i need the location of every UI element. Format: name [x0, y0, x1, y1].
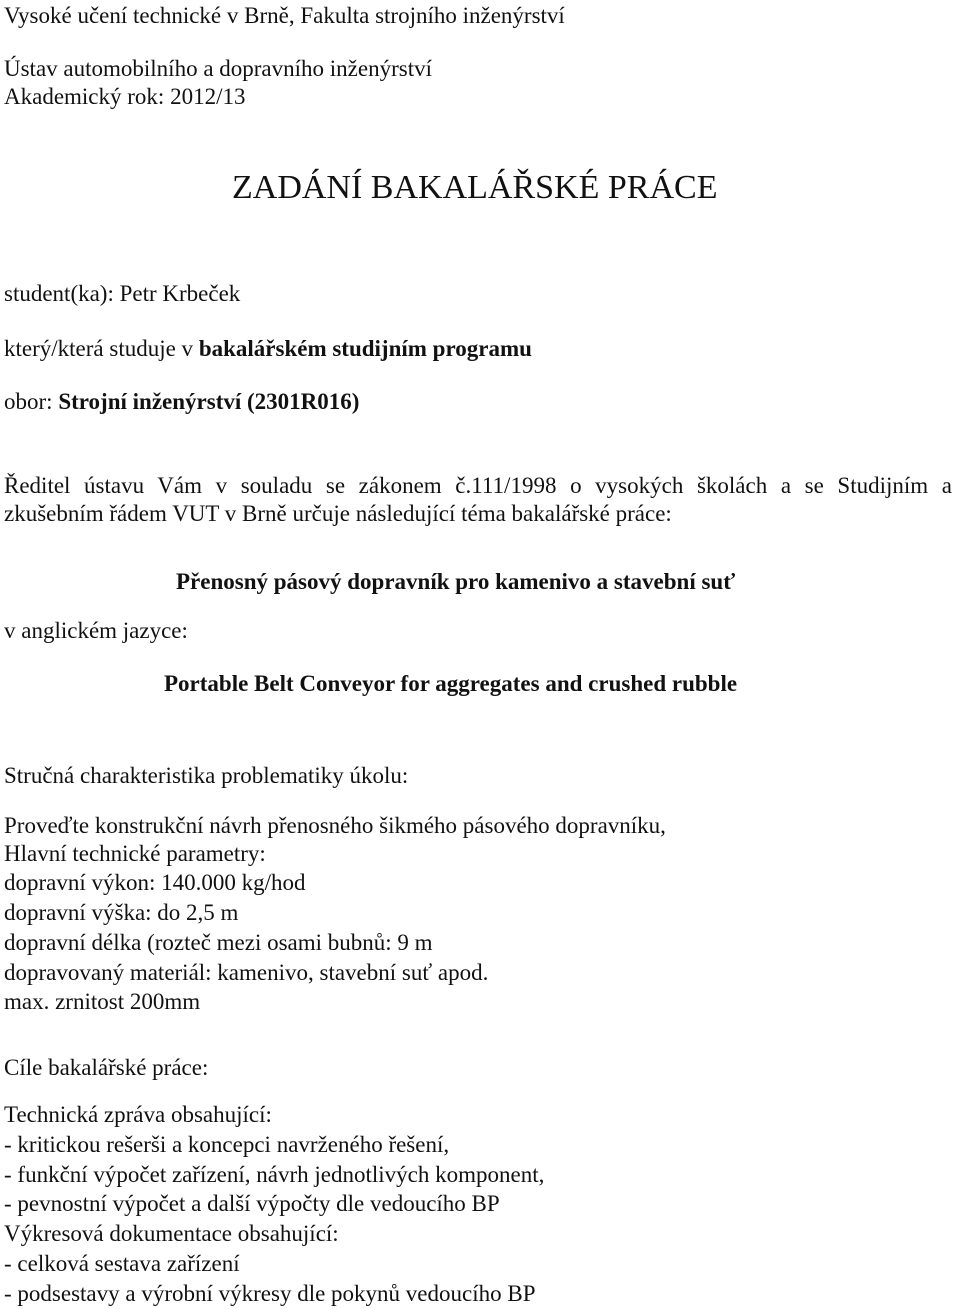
goals-line: - funkční výpočet zařízení, návrh jednotlivých komponent, [4, 1162, 545, 1187]
characteristics-line: dopravní výkon: 140.000 kg/hod [4, 870, 306, 895]
characteristics-line: Hlavní technické parametry: [4, 841, 266, 866]
field-prefix: obor: [4, 389, 59, 414]
characteristics-line: dopravní délka (rozteč mezi osami bubnů: 9 m [4, 930, 433, 955]
institute-line: Ústav automobilního a dopravního inženýrství [4, 56, 432, 81]
program-prefix: který/která studuje v [4, 336, 199, 361]
goals-line: - pevnostní výpočet a další výpočty dle vedoucího BP [4, 1191, 500, 1216]
program-value: bakalářském studijním programu [198, 336, 532, 361]
goals-line: Výkresová dokumentace obsahující: [4, 1221, 339, 1246]
program-line [4, 335, 532, 363]
characteristics-line: Proveďte konstrukční návrh přenosného šikmého pásového dopravníku, [4, 813, 666, 838]
characteristics-line: dopravní výška: do 2,5 m [4, 900, 239, 925]
directive-line-2: zkušebním řádem VUT v Brně určuje následující téma bakalářské práce: [4, 501, 672, 526]
academic-year-line: Akademický rok: 2012/13 [4, 84, 246, 109]
goals-line: - kritickou rešerši a koncepci navrženého řešení, [4, 1132, 450, 1157]
directive-line-1: Ředitel ústavu Vám v souladu se zákonem č.111/1998 o vysokých školách a se Studijním a [4, 473, 952, 498]
field-value: Strojní inženýrství (2301R016) [58, 389, 360, 414]
english-language-label: v anglickém jazyce: [4, 618, 188, 643]
characteristics-line: max. zrnitost 200mm [4, 989, 201, 1014]
goals-line: Technická zpráva obsahující: [4, 1102, 272, 1127]
goals-heading: Cíle bakalářské práce: [4, 1055, 209, 1080]
characteristics-heading: Stručná charakteristika problematiky úkolu: [4, 763, 409, 788]
characteristics-line: dopravovaný materiál: kamenivo, stavební suť apod. [4, 960, 489, 985]
field-line [4, 388, 359, 416]
goals-line: - podsestavy a výrobní výkresy dle pokynů vedoucího BP [4, 1281, 536, 1306]
topic-english: Portable Belt Conveyor for aggregates and crushed rubble [164, 671, 738, 696]
goals-line: - celková sestava zařízení [4, 1251, 240, 1276]
university-line: Vysoké učení technické v Brně, Fakulta strojního inženýrství [4, 3, 565, 28]
student-line: student(ka): Petr Krbeček [4, 281, 241, 306]
page-title: ZADÁNÍ BAKALÁŘSKÉ PRÁCE [232, 169, 718, 206]
topic-czech: Přenosný pásový dopravník pro kamenivo a stavební suť [176, 569, 736, 594]
